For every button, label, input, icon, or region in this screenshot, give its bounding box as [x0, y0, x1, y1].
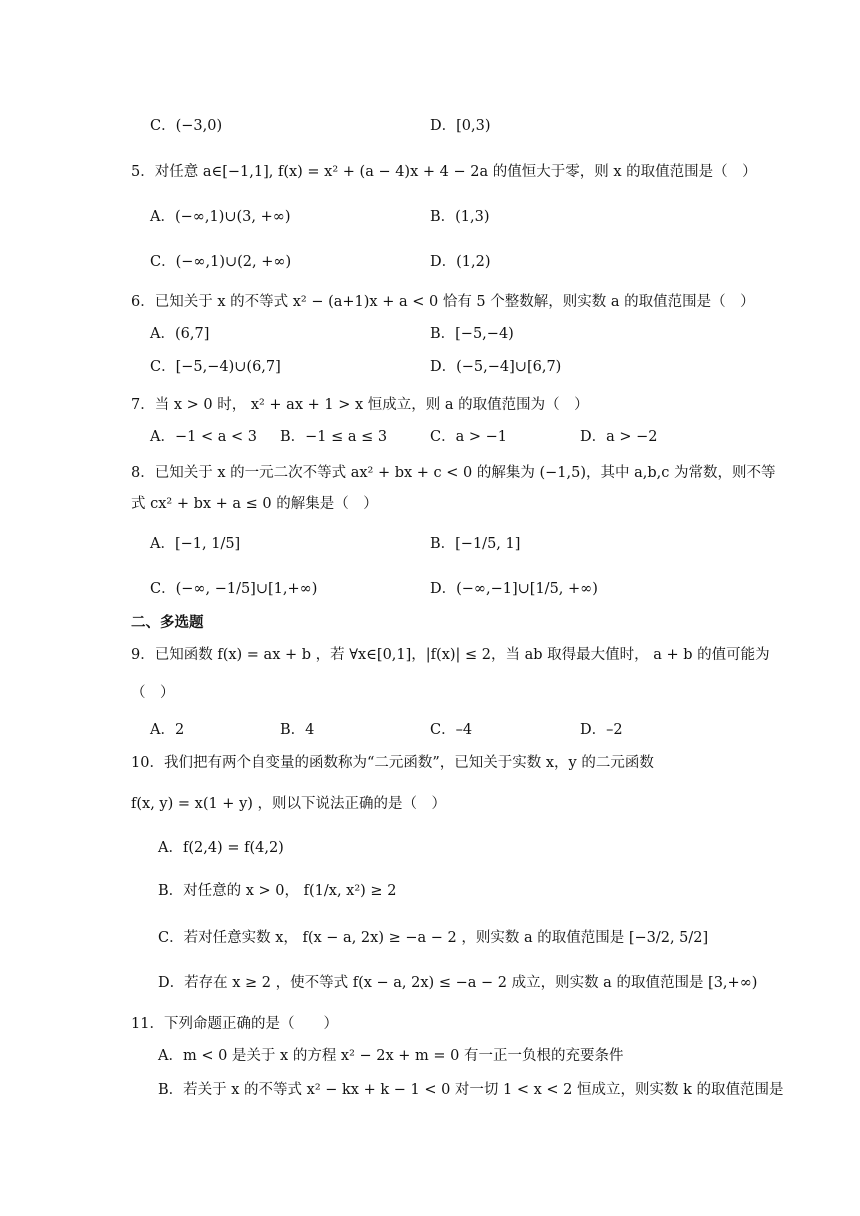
q6-stem: 6．已知关于 x 的不等式 x² − (a+1)x + a < 0 恰有 5 个整数解，则实数 a 的取值范围是（ ）	[131, 294, 755, 310]
q6-option-b: B．[−5,−4)	[430, 326, 514, 342]
q8-stem-line2: 式 cx² + bx + a ≤ 0 的解集是（ ）	[131, 496, 378, 512]
q5-option-d: D．(1,2)	[430, 254, 491, 270]
q8-option-d: D．(−∞,−1]∪[1/5, +∞)	[430, 581, 598, 597]
q9-option-a: A．2	[150, 722, 185, 738]
q10-stem-line1: 10．我们把有两个自变量的函数称为“二元函数”，已知关于实数 x，y 的二元函数	[131, 755, 654, 771]
q9-option-b: B．4	[280, 722, 315, 738]
section-heading: 二、多选题	[131, 615, 204, 631]
q5-stem: 5．对任意 a∈[−1,1], f(x) = x² + (a − 4)x + 4 − 2a 的值恒大于零，则 x 的取值范围是（ ）	[131, 164, 757, 180]
q7-option-a: A．−1 < a < 3	[150, 429, 257, 445]
q8-option-b: B．[−1/5, 1]	[430, 536, 521, 552]
q10-option-a: A．f(2,4) = f(4,2)	[158, 840, 284, 856]
q9-stem-line2: （ ）	[131, 685, 175, 701]
q7-option-c: C．a > −1	[430, 429, 507, 445]
q10-option-c: C．若对任意实数 x， f(x − a, 2x) ≥ −a − 2 ，则实数 a 的取值范围是 [−3/2, 5/2]	[158, 930, 709, 946]
q6-option-a: A．(6,7]	[150, 326, 210, 342]
q8-option-a: A．[−1, 1/5]	[150, 536, 241, 552]
q10-stem-line2: f(x, y) = x(1 + y) ，则以下说法正确的是（ ）	[131, 796, 447, 812]
q11-option-b: B．若关于 x 的不等式 x² − kx + k − 1 < 0 对一切 1 < x < 2 恒成立，则实数 k 的取值范围是	[158, 1082, 784, 1098]
q9-option-c: C．–4	[430, 722, 473, 738]
q9-stem-line1: 9．已知函数 f(x) = ax + b ，若 ∀x∈[0,1]，|f(x)| ≤ 2，当 ab 取得最大值时， a + b 的值可能为	[131, 647, 770, 663]
q4-option-d: D．[0,3)	[430, 118, 491, 134]
q6-option-c: C．[−5,−4)∪(6,7]	[150, 359, 281, 375]
q10-option-b: B．对任意的 x > 0， f(1/x, x²) ≥ 2	[158, 883, 397, 899]
q7-option-b: B．−1 ≤ a ≤ 3	[280, 429, 388, 445]
q11-option-a: A．m < 0 是关于 x 的方程 x² − 2x + m = 0 有一正一负根的充要条件	[158, 1048, 624, 1064]
q4-option-c: C．(−3,0)	[150, 118, 223, 134]
q9-option-d: D．–2	[580, 722, 623, 738]
q5-option-c: C．(−∞,1)∪(2, +∞)	[150, 254, 292, 270]
q7-option-d: D．a > −2	[580, 429, 658, 445]
q6-option-d: D．(−5,−4]∪[6,7)	[430, 359, 562, 375]
q5-option-a: A．(−∞,1)∪(3, +∞)	[150, 209, 291, 225]
q11-stem: 11．下列命题正确的是（ ）	[131, 1016, 338, 1032]
q8-stem-line1: 8．已知关于 x 的一元二次不等式 ax² + bx + c < 0 的解集为 (−1,5)，其中 a,b,c 为常数，则不等	[131, 465, 776, 481]
q8-option-c: C．(−∞, −1/5]∪[1,+∞)	[150, 581, 318, 597]
q5-option-b: B．(1,3)	[430, 209, 490, 225]
q7-stem: 7．当 x > 0 时， x² + ax + 1 > x 恒成立，则 a 的取值范围为（ ）	[131, 397, 589, 413]
q10-option-d: D．若存在 x ≥ 2 ，使不等式 f(x − a, 2x) ≤ −a − 2 成立，则实数 a 的取值范围是 [3,+∞)	[158, 975, 758, 991]
